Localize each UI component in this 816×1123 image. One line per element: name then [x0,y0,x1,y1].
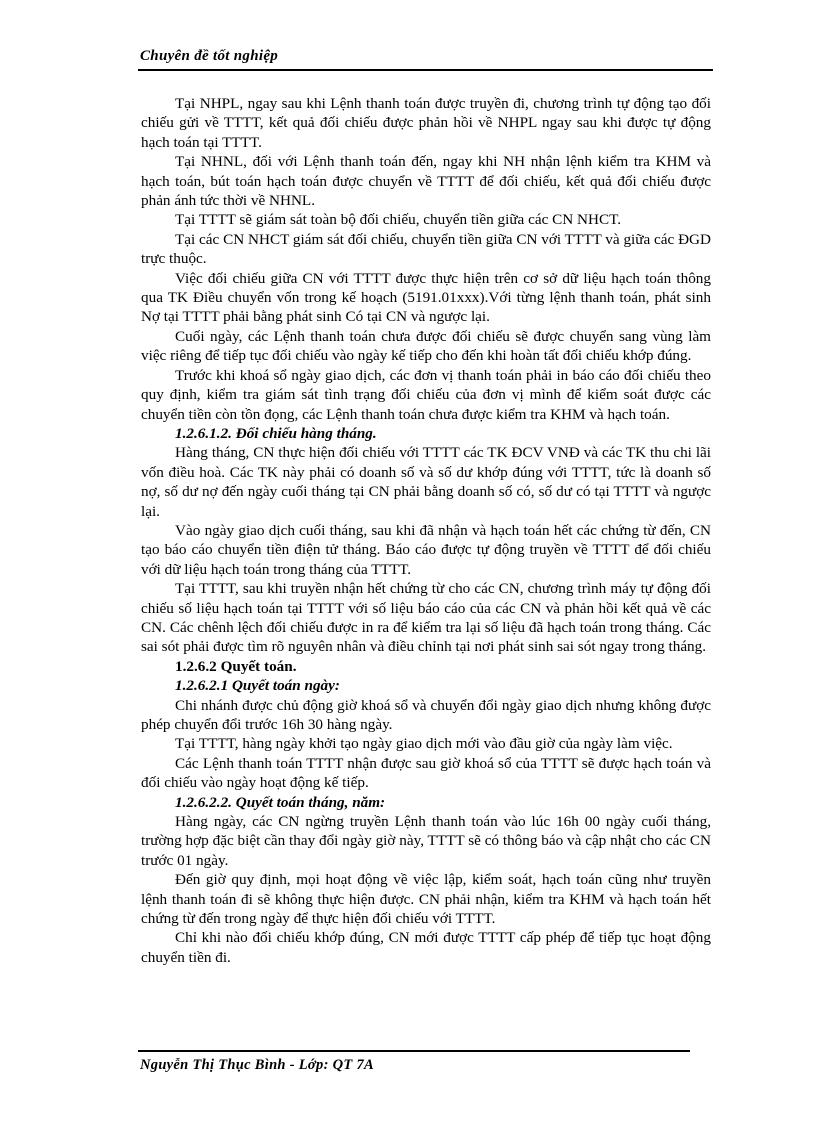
body-paragraph: Việc đối chiếu giữa CN với TTTT được thực hiện trên cơ sở dữ liệu hạch toán thông qua TK Điều chuyển vốn trong kế hoạch (5191.01xxx).Với từng lệnh thanh toán, phát sinh Nợ tại TTTT phải bằng phát sinh Có tại CN và ngược lại. [141,269,711,326]
body-paragraph: Đến giờ quy định, mọi hoạt động về việc lập, kiểm soát, hạch toán cũng như truyền lệnh thanh toán đi sẽ không thực hiện được. CN phải nhận, kiểm tra KHM và hạch toán hết chứng từ đến trong ngày để thực hiện đối chiếu với TTTT. [141,871,711,928]
page-header-title: Chuyên đề tốt nghiệp [140,48,279,64]
body-paragraph: Hàng tháng, CN thực hiện đối chiếu với TTTT các TK ĐCV VNĐ và các TK thu chi lãi vốn điều hoà. Các TK này phải có doanh số và số dư khớp đúng với TTTT, tức là doanh số nợ, số dư nợ đến ngày cuối tháng tại CN phải bằng doanh số có, số dư có tại TTTT và ngược lại. [141,444,711,520]
body-paragraph: Các Lệnh thanh toán TTTT nhận được sau giờ khoá sổ của TTTT sẽ được hạch toán và đối chiếu vào ngày hoạt động kế tiếp. [141,754,711,792]
page-footer-author: Nguyễn Thị Thục Bình - Lớp: QT 7A [140,1057,374,1073]
section-heading: 1.2.6.1.2. Đối chiếu hàng tháng. [175,424,377,442]
body-paragraph: Trước khi khoá sổ ngày giao dịch, các đơn vị thanh toán phải in báo cáo đối chiếu theo quy định, kiểm tra giám sát tình trạng đối chiếu của đơn vị mình để kiểm soát được các chuyển tiền còn tồn đọng, các Lệnh thanh toán chưa được kiểm tra KHM và hạch toán. [141,366,711,423]
document-body [141,94,711,967]
body-paragraph: Tại NHPL, ngay sau khi Lệnh thanh toán được truyền đi, chương trình tự động tạo đối chiếu gửi về TTTT, kết quả đối chiếu được phản hồi về NHPL ngay sau khi được tự động hạch toán tại TTTT. [141,95,711,151]
body-paragraph: Vào ngày giao dịch cuối tháng, sau khi đã nhận và hạch toán hết các chứng từ đến, CN tạo báo cáo chuyển tiền điện tử tháng. Báo cáo được tự động truyền về TTTT để đối chiếu với dữ liệu hạch toán trong tháng của TTTT. [141,521,711,578]
body-paragraph: Tại TTTT sẽ giám sát toàn bộ đối chiếu, chuyển tiền giữa các CN NHCT. [175,211,622,229]
body-paragraph: Chi nhánh được chủ động giờ khoá sổ và chuyển đổi ngày giao dịch nhưng không được phép chuyển đổi trước 16h 30 hàng ngày. [141,696,711,733]
body-paragraph: Tại TTTT, sau khi truyền nhận hết chứng từ cho các CN, chương trình máy tự động đối chiếu số liệu hạch toán tại TTTT với số liệu báo cáo của các CN và phản hồi kết quả về các CN. Các chênh lệch đối chiếu được in ra để kiểm tra lại số liệu đã hạch toán trong tháng. Các sai sót phải được tìm rõ nguyên nhân và điều chỉnh tại nơi phát sinh sai sót ngay trong tháng. [141,580,711,656]
body-paragraph: Chỉ khi nào đối chiếu khớp đúng, CN mới được TTTT cấp phép để tiếp tục hoạt động chuyển tiền đi. [141,929,711,966]
body-paragraph: Hàng ngày, các CN ngừng truyền Lệnh thanh toán vào lúc 16h 00 ngày cuối tháng, trường hợp đặc biệt cần thay đổi ngày giờ này, TTTT sẽ có thông báo và cập nhật cho các CN trước 01 ngày. [141,813,711,869]
section-heading: 1.2.6.2 Quyết toán. [175,657,297,675]
body-paragraph: Tại các CN NHCT giám sát đối chiếu, chuyển tiền giữa CN với TTTT và giữa các ĐGD trực thuộc. [141,230,711,268]
section-heading: 1.2.6.2.2. Quyết toán tháng, năm: [175,793,386,811]
section-heading: 1.2.6.2.1 Quyết toán ngày: [175,677,340,695]
body-paragraph: Cuối ngày, các Lệnh thanh toán chưa được đối chiếu sẽ được chuyển sang vùng làm việc riêng để tiếp tục đối chiếu vào ngày kế tiếp cho đến khi hoàn tất đối chiếu khớp đúng. [141,327,711,365]
body-paragraph: Tại TTTT, hàng ngày khởi tạo ngày giao dịch mới vào đầu giờ của ngày làm việc. [175,735,673,753]
body-paragraph: Tại NHNL, đối với Lệnh thanh toán đến, ngay khi NH nhận lệnh kiểm tra KHM và hạch toán, bút toán hạch toán được chuyển về TTTT để đối chiếu, kết quả đối chiếu được phản ánh tức thời về NHNL. [141,153,711,210]
footer-rule [138,1050,690,1052]
header-rule [138,69,713,71]
